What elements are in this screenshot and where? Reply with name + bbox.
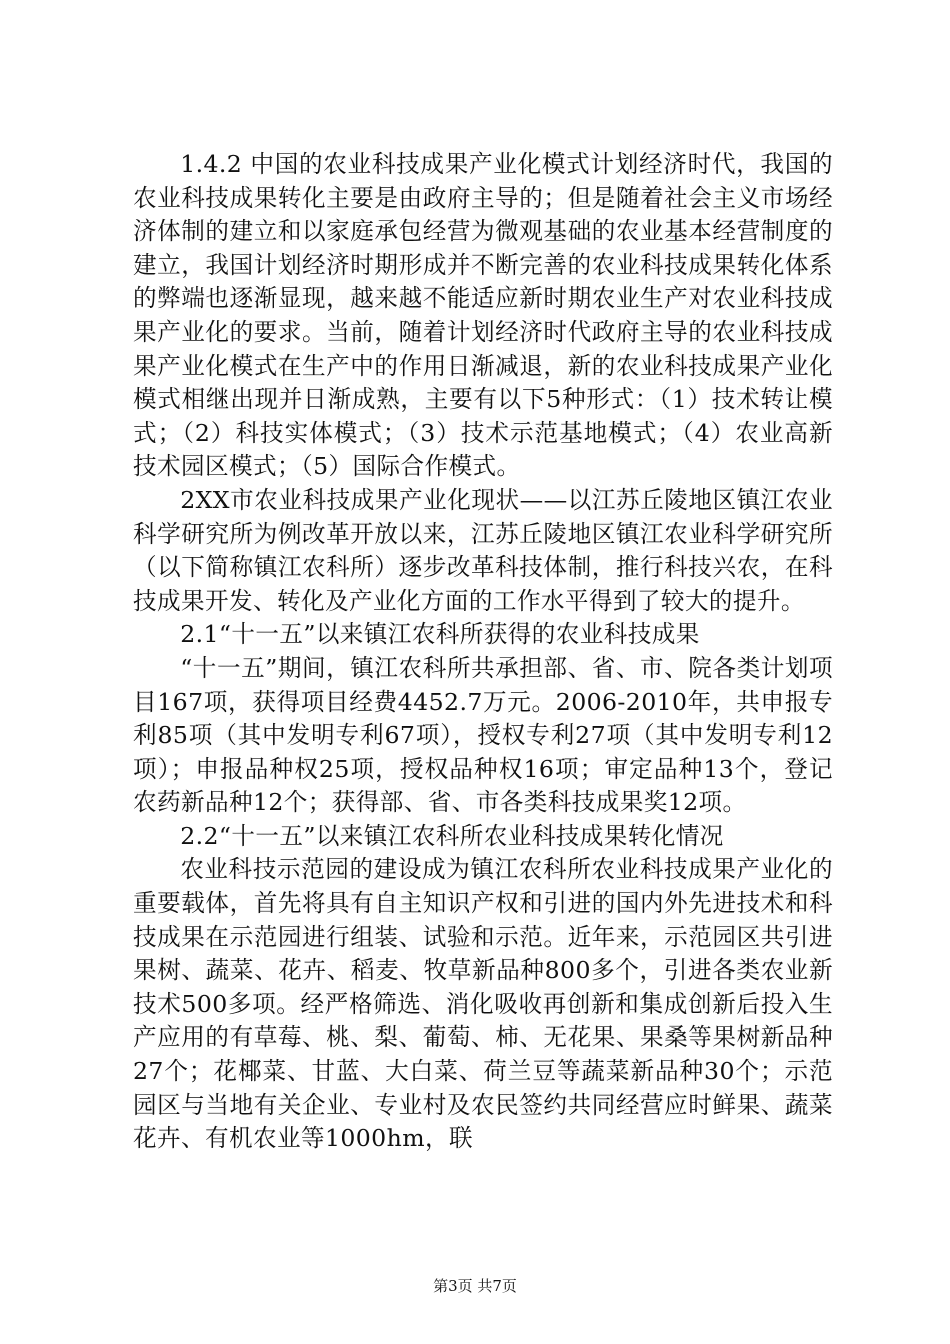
section-heading-2-2: 2.2“十一五”以来镇江农科所农业科技成果转化情况 (180, 821, 724, 850)
paragraph-achievements: “十一五”期间，镇江农科所共承担部、省、市、院各类计划项目167项，获得项目经费4452.7万元。2006-2010年，共申报专利85项（其中发明专利67项），授权专利27项（其中发明专利12项）；申报品种权25项，授权品种权16项；审定品种13个，登记农药新品种12个；获得部、省、市各类科技成果奖12项。 (133, 653, 833, 817)
section-heading-2-1: 2.1“十一五”以来镇江农科所获得的农业科技成果 (180, 620, 700, 649)
paragraph-agri-tech-models: 1.4.2 中国的农业科技成果产业化模式计划经济时代，我国的农业科技成果转化主要是由政府主导的；但是随着社会主义市场经济体制的建立和以家庭承包经营为微观基础的农业基本经营制度的建立，我国计划经济时期形成并不断完善的农业科技成果转化体系的弊端也逐渐显现，越来越不能适应新时期农业生产对农业科技成果产业化的要求。当前，随着计划经济时代政府主导的农业科技成果产业化模式在生产中的作用日渐减退，新的农业科技成果产业化模式相继出现并日渐成熟，主要有以下5种形式：（1）技术转让模式；（2）科技实体模式；（3）技术示范基地模式；（4）农业高新技术园区模式；（5）国际合作模式。 (133, 150, 833, 481)
paragraph-zhenjiang-status: 2XX市农业科技成果产业化现状——以江苏丘陵地区镇江农业科学研究所为例改革开放以来，江苏丘陵地区镇江农业科学研究所（以下简称镇江农科所）逐步改革科技体制，推行科技兴农，在科技成果开发、转化及产业化方面的工作水平得到了较大的提升。 (133, 485, 833, 615)
page-number-footer: 第3页 共7页 (433, 1277, 517, 1295)
document-body (133, 148, 833, 1156)
paragraph-demonstration-park: 农业科技示范园的建设成为镇江农科所农业科技成果产业化的重要载体，首先将具有自主知识产权和引进的国内外先进技术和科技成果在示范园进行组装、试验和示范。近年来，示范园区共引进果树、蔬菜、花卉、稻麦、牧草新品种800多个，引进各类农业新技术500多项。经严格筛选、消化吸收再创新和集成创新后投入生产应用的有草莓、桃、梨、葡萄、柿、无花果、果桑等果树新品种27个；花椰菜、甘蓝、大白菜、荷兰豆等蔬菜新品种30个；示范园区与当地有关企业、专业村及农民签约共同经营应时鲜果、蔬菜花卉、有机农业等1000hm，联 (133, 855, 833, 1153)
